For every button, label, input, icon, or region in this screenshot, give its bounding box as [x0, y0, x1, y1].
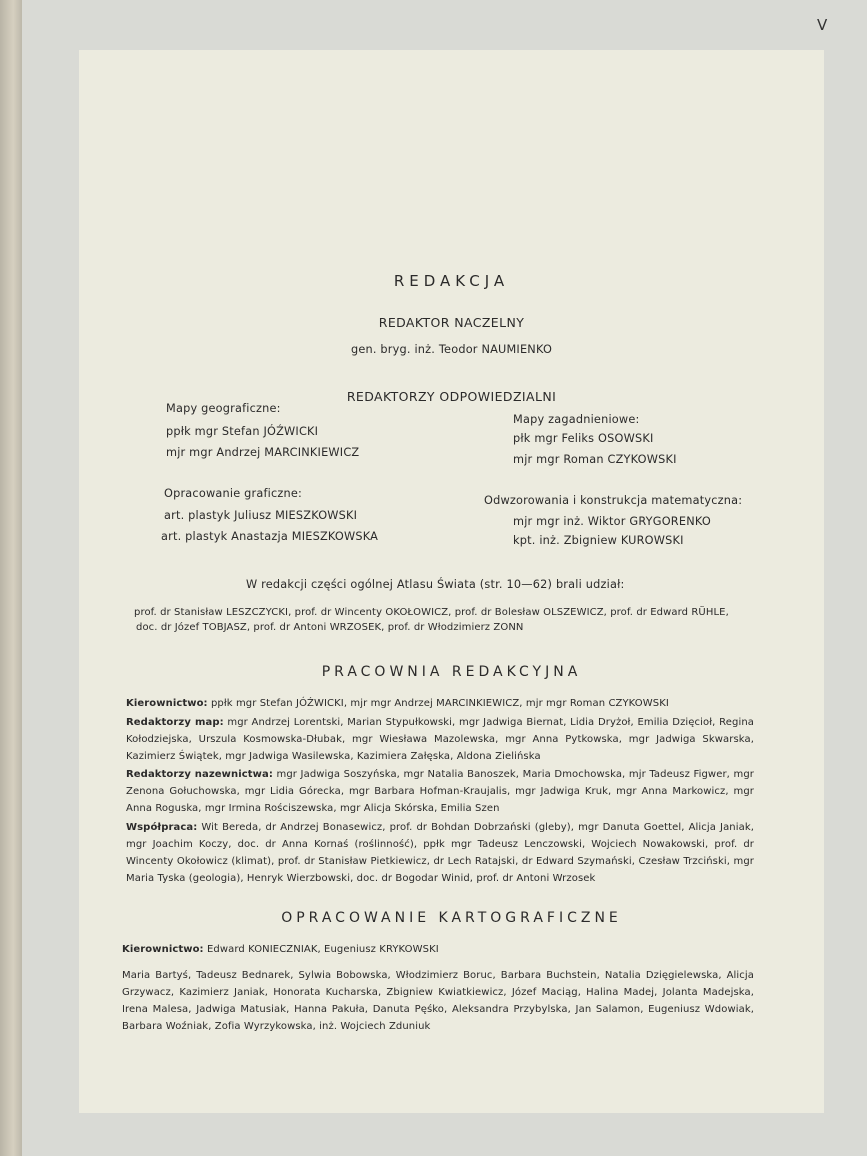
- naming-editors-label: Redaktorzy nazewnictwa:: [126, 769, 273, 780]
- thematic-maps-editor-2: mjr mgr Roman CZYKOWSKI: [513, 453, 677, 466]
- kartograficzne-management-text: Edward KONIECZNIAK, Eugeniusz KRYKOWSKI: [206, 944, 439, 955]
- math-construction-label: Odwzorowania i konstrukcja matematyczna:: [484, 494, 743, 507]
- responsible-editors-heading: REDAKTORZY ODPOWIEDZIALNI: [346, 389, 557, 404]
- general-part-line-2: doc. dr Józef TOBJASZ, prof. dr Antoni WRZOSEK, prof. dr Włodzimierz ZONN: [136, 622, 524, 633]
- cooperation-text: Wit Bereda, dr Andrzej Bonasewicz, prof. dr Bohdan Dobrzański (gleby), mgr Danuta Goettel, Alicja Janiak, mgr Joachim Koczy, doc. dr Anna Kornaś (roślinność), ppłk mgr Tadeusz Lenczowski, Wojciech Nowakowski, prof. dr Wincenty Okołowicz (klimat), prof. dr Stanisław Pietkiewicz, dr Lech Ratajski, dr Edward Szymański, Czesław Trzciński, mgr Maria Tyska (geologia), Henryk Wierzbowski, doc. dr Bogodar Winid, prof. dr Antoni Wrzosek: [126, 822, 755, 884]
- map-editors-text: mgr Andrzej Lorentski, Marian Stypułkowski, mgr Jadwiga Biernat, Lidia Dryżoł, Emilia Dzięcioł, Regina Kołodziejska, Urszula Kosmowska-Dłubak, mgr Wiesława Mazolewska, mgr Anna Pytkowska, mgr Jadwiga Skwarska, Kazimierz Świątek, mgr Jadwiga Wasilewska, Kazimiera Załęska, Aldona Zielińska: [126, 717, 754, 762]
- graphic-design-2: art. plastyk Anastazja MIESZKOWSKA: [161, 530, 379, 543]
- geo-maps-editor-2: mjr mgr Andrzej MARCINKIEWICZ: [166, 446, 360, 459]
- math-construction-2: kpt. inż. Zbigniew KUROWSKI: [513, 534, 684, 547]
- cooperation: [126, 819, 754, 887]
- book-page: [22, 0, 867, 1156]
- general-part-heading: W redakcji części ogólnej Atlasu Świata (str. 10—62) brali udział:: [246, 578, 625, 591]
- kartograficzne-management-label: Kierownictwo:: [122, 944, 204, 955]
- cooperation-label: Współpraca:: [126, 822, 198, 833]
- page-number: V: [817, 16, 828, 34]
- editor-in-chief-name: gen. bryg. inż. Teodor NAUMIENKO: [350, 343, 553, 356]
- map-editors: [126, 714, 754, 765]
- geo-maps-label: Mapy geograficzne:: [166, 402, 281, 415]
- section-title-pracownia: PRACOWNIA REDAKCYJNA: [321, 664, 582, 680]
- map-editors-label: Redaktorzy map:: [126, 717, 224, 728]
- kartograficzne-management: [122, 941, 750, 958]
- naming-editors-text: mgr Jadwiga Soszyńska, mgr Natalia Banoszek, Maria Dmochowska, mjr Tadeusz Figwer, mgr Zenona Gołuchowska, mgr Lidia Górecka, mgr Barbara Hofman-Kraujalis, mgr Jadwiga Kruk, mgr Anna Markowicz, mgr Anna Roguska, mgr Irmina Rościszewska, mgr Alicja Skórska, Emilia Szen: [126, 769, 754, 814]
- kartograficzne-staff-text: Maria Bartyś, Tadeusz Bednarek, Sylwia Bobowska, Włodzimierz Boruc, Barbara Buchstein, Natalia Dzięgielewska, Alicja Grzywacz, Kazimierz Janiak, Honorata Kucharska, Zbigniew Kwiatkiewicz, Józef Maciąg, Halina Madej, Jolanta Madejska, Irena Malesa, Jadwiga Matusiak, Hanna Pakuła, Danuta Pęśko, Aleksandra Przybylska, Jan Salamon, Eugeniusz Wdowiak, Barbara Woźniak, Zofia Wyrzykowska, inż. Wojciech Zduniuk: [122, 970, 754, 1032]
- graphic-design-label: Opracowanie graficzne:: [164, 487, 303, 500]
- geo-maps-editor-1: ppłk mgr Stefan JÓŹWICKI: [166, 425, 319, 438]
- kartograficzne-staff: [122, 967, 754, 1035]
- editor-in-chief-heading: REDAKTOR NACZELNY: [378, 315, 525, 330]
- naming-editors: [126, 766, 754, 817]
- graphic-design-1: art. plastyk Juliusz MIESZKOWSKI: [164, 509, 358, 522]
- thematic-maps-editor-1: płk mgr Feliks OSOWSKI: [513, 432, 654, 445]
- pracownia-management: [126, 695, 754, 712]
- general-part-line-1: prof. dr Stanisław LESZCZYCKI, prof. dr Wincenty OKOŁOWICZ, prof. dr Bolesław OLSZEWICZ, prof. dr Edward RÜHLE,: [134, 607, 729, 618]
- math-construction-1: mjr mgr inż. Wiktor GRYGORENKO: [513, 515, 711, 528]
- pracownia-management-label: Kierownictwo:: [126, 698, 208, 709]
- pracownia-management-text: ppłk mgr Stefan JÓŹWICKI, mjr mgr Andrzej MARCINKIEWICZ, mjr mgr Roman CZYKOWSKI: [210, 698, 669, 709]
- thematic-maps-label: Mapy zagadnieniowe:: [513, 413, 640, 426]
- section-title-redakcja: REDAKCJA: [393, 272, 510, 290]
- book-spine-edge: [0, 0, 23, 1156]
- content-panel: [79, 50, 824, 1113]
- section-title-kartograficzne: OPRACOWANIE KARTOGRAFICZNE: [281, 910, 622, 926]
